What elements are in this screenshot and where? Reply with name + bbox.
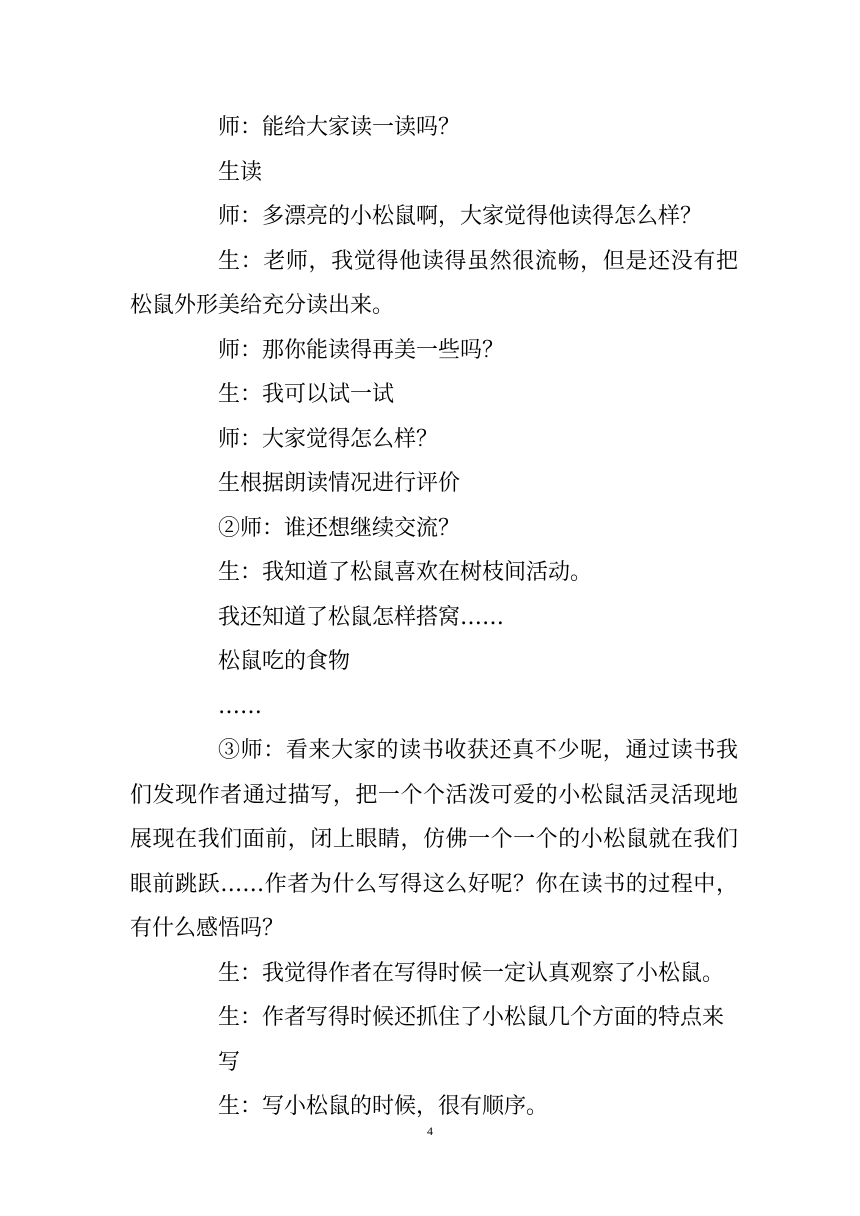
paragraph-15: 生：我觉得作者在写得时候一定认真观察了小松鼠。 bbox=[218, 960, 725, 986]
paragraph-12: 松鼠吃的食物 bbox=[218, 649, 351, 674]
paragraph-17: 生：写小松鼠的时候，很有顺序。 bbox=[218, 1094, 549, 1119]
paragraph-8: 生根据朗读情况进行评价 bbox=[218, 471, 461, 496]
paragraph-13: …… bbox=[218, 693, 262, 719]
document-body bbox=[130, 106, 738, 1130]
paragraph-14: ③师：看来大家的读书收获还真不少呢，通过读书我们发现作者通过描写，把一个个活泼可爱的小松鼠活灵活现地展现在我们面前，闭上眼睛，仿佛一个一个的小松鼠就在我们眼前跳跃……作者为什么写得这么好呢？你在读书的过程中，有什么感悟吗？ bbox=[130, 738, 738, 941]
paragraph-2: 生读 bbox=[218, 159, 263, 185]
paragraph-5: 师：那你能读得再美一些吗？ bbox=[218, 337, 505, 363]
paragraph-11: 我还知道了松鼠怎样搭窝…… bbox=[218, 604, 505, 630]
paragraph-7: 师：大家觉得怎么样？ bbox=[218, 426, 439, 452]
paragraph-3: 师：多漂亮的小松鼠啊，大家觉得他读得怎么样？ bbox=[218, 204, 703, 229]
paragraph-10: 生：我知道了松鼠喜欢在树枝间活动。 bbox=[218, 560, 593, 585]
page-number: 4 bbox=[427, 1124, 433, 1138]
paragraph-9: ②师：谁还想继续交流？ bbox=[218, 515, 461, 541]
paragraph-16: 生：作者写得时候还抓住了小松鼠几个方面的特点来写 bbox=[218, 1005, 725, 1075]
paragraph-6: 生：我可以试一试 bbox=[218, 382, 395, 407]
paragraph-1: 师：能给大家读一读吗？ bbox=[218, 115, 461, 140]
paragraph-4: 生：老师，我觉得他读得虽然很流畅，但是还没有把松鼠外形美给充分读出来。 bbox=[130, 248, 738, 318]
